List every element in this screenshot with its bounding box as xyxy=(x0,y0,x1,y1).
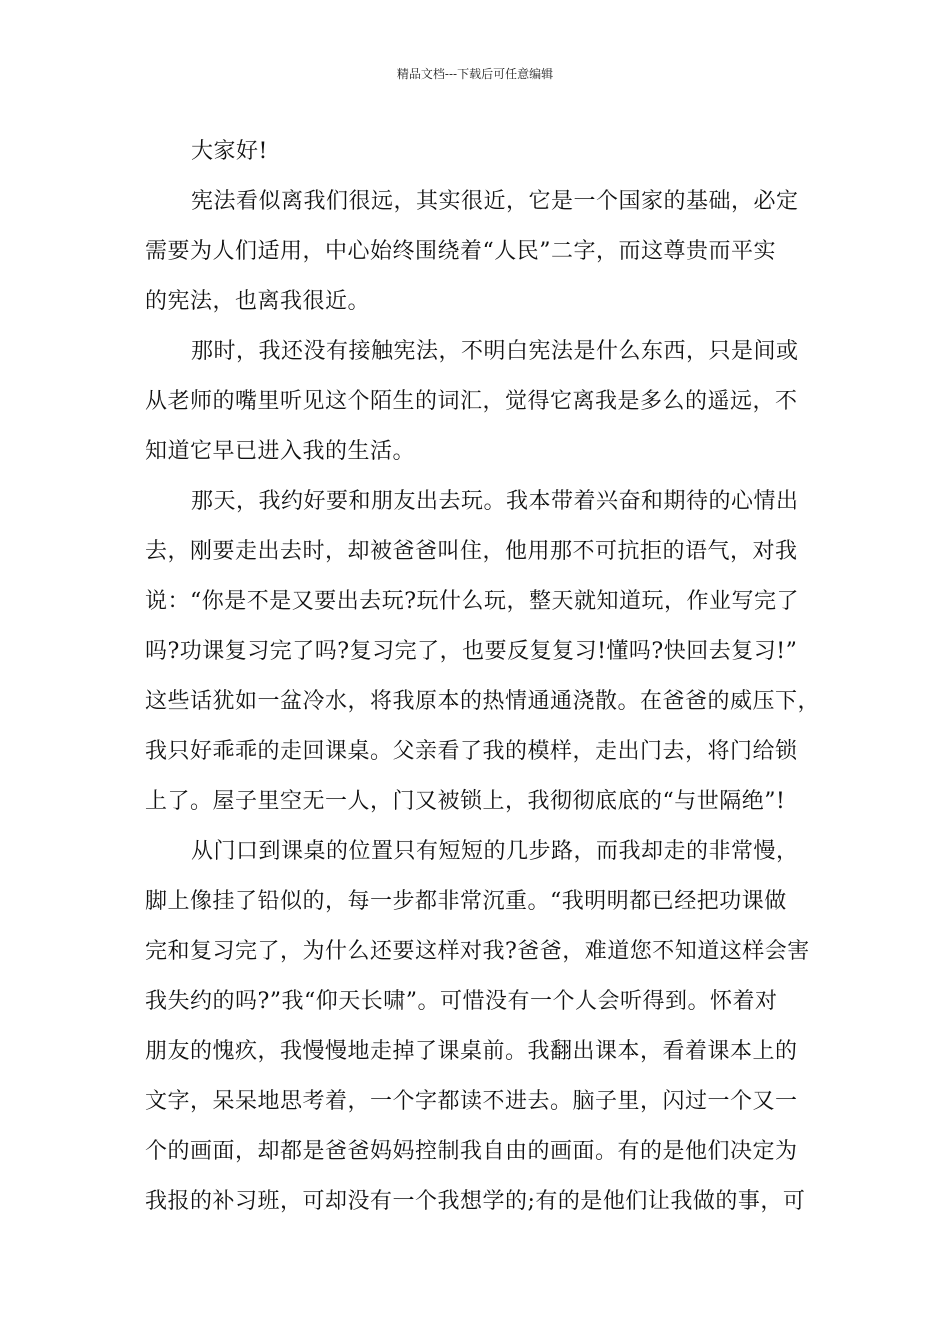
document-body xyxy=(145,127,825,1227)
text-line: 的宪法，也离我很近。 xyxy=(145,289,371,314)
text-line: 这些话犹如一盆冷水，将我原本的热情通通浇散。在爸爸的威压下， xyxy=(145,689,821,714)
text-line: 需要为人们适用，中心始终围绕着“人民”二字，而这尊贵而平实 xyxy=(145,239,776,264)
text-line: 我报的补习班，可却没有一个我想学的;有的是他们让我做的事，可 xyxy=(145,1189,806,1214)
text-line: 脚上像挂了铅似的，每一步都非常沉重。“我明明都已经把功课做 xyxy=(145,889,787,914)
text-line: 文字，呆呆地思考着，一个字都读不进去。脑子里，闪过一个又一 xyxy=(145,1089,798,1114)
text-line: 吗?功课复习完了吗?复习完了，也要反复复习!懂吗?快回去复习!” xyxy=(145,639,798,664)
text-line: 那天，我约好要和朋友出去玩。我本带着兴奋和期待的心情出 xyxy=(191,489,799,514)
text-line: 知道它早已进入我的生活。 xyxy=(145,439,416,464)
greeting-line: 大家好! xyxy=(191,139,268,164)
text-line: 我只好乖乖的走回课桌。父亲看了我的模样，走出门去，将门给锁 xyxy=(145,739,798,764)
text-line: 宪法看似离我们很远，其实很近，它是一个国家的基础，必定 xyxy=(191,189,799,214)
text-line: 朋友的愧疚，我慢慢地走掉了课桌前。我翻出课本，看着课本上的 xyxy=(145,1039,798,1064)
text-line: 说：“你是不是又要出去玩?玩什么玩，整天就知道玩，作业写完了 xyxy=(145,589,800,614)
text-line: 个的画面，却都是爸爸妈妈控制我自由的画面。有的是他们决定为 xyxy=(145,1139,798,1164)
text-line: 上了。屋子里空无一人，门又被锁上，我彻彻底底的“与世隔绝”! xyxy=(145,789,786,814)
text-line: 从老师的嘴里听见这个陌生的词汇，觉得它离我是多么的遥远，不 xyxy=(145,389,798,414)
text-line: 完和复习完了，为什么还要这样对我?爸爸，难道您不知道这样会害 xyxy=(145,939,810,964)
text-line: 去，刚要走出去时，却被爸爸叫住，他用那不可抗拒的语气，对我 xyxy=(145,539,798,564)
text-line: 我失约的吗?”我“仰天长啸”。可惜没有一个人会听得到。怀着对 xyxy=(145,989,778,1014)
page-header: 精品文档---下载后可任意编辑 xyxy=(396,67,554,81)
text-line: 那时，我还没有接触宪法，不明白宪法是什么东西，只是间或 xyxy=(191,339,799,364)
text-line: 从门口到课桌的位置只有短短的几步路，而我却走的非常慢， xyxy=(191,839,799,864)
